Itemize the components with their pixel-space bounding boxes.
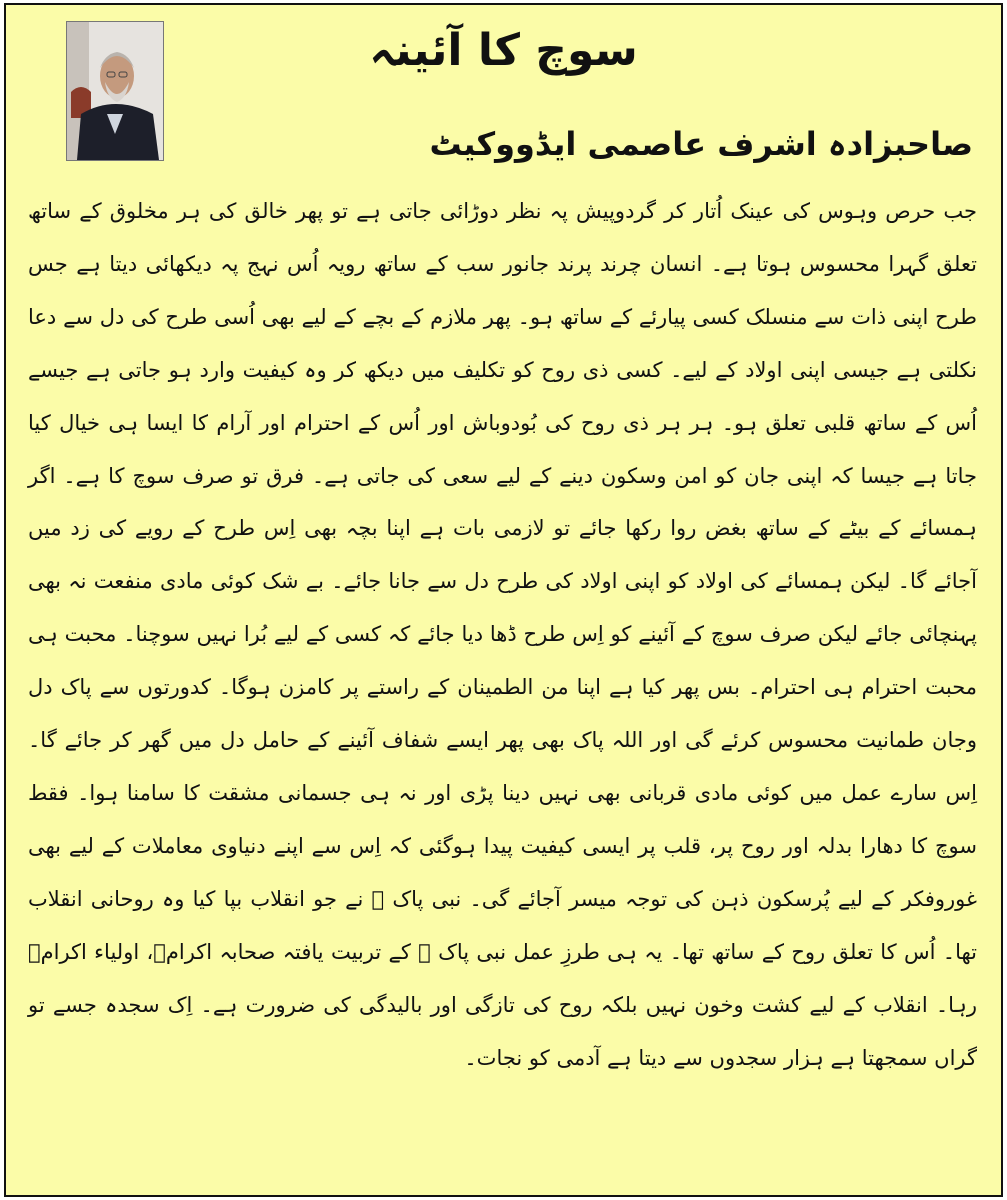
author-photo: [66, 21, 164, 161]
article-title: سوچ کا آئینہ: [369, 25, 638, 76]
author-byline: صاحبزادہ اشرف عاصمی ایڈووکیٹ: [429, 125, 973, 163]
article-body: جب حرص وہوس کی عینک اُتار کر گردوپیش پہ نظر دوڑائی جاتی ہے تو پھر خالق کی ہر مخلوق کے ساتھ تعلق گہرا محسوس ہوتا ہے۔ انسان چرند پرند جانور سب کے ساتھ رویہ اُس نہج پہ دیکھائی دیتا ہے جس طرح اپنی ذات سے منسلک کسی پیارئے کے ساتھ ہو۔ پھر ملازم کے بچے کے لیے بھی اُسی طرح کی دل سے دعا نکلتی ہے جیسی اپنی اولاد کے لیے۔ کسی ذی روح کو تکلیف میں دیکھ کر وہ کیفیت وارد ہو جاتی ہے جیسے اُس کے ساتھ قلبی تعلق ہو۔ ہر ہر ذی روح کی بُودوباش اور اُس کے احترام اور آرام کا ایسا ہی خیال کیا جاتا ہے جیسا کہ اپنی جان کو امن وسکون دینے کے لیے سعی کی جاتی ہے۔ فرق تو صرف سوچ کا ہے۔ اگر ہمسائے کے بیٹے کے ساتھ بغض روا رکھا جائے تو لازمی بات ہے اپنا بچہ بھی اِس طرح کے رویے کی زد میں آجائے گا۔ لیکن ہمسائے کی اولاد کو اپنی اولاد کی طرح دل سے جانا جائے۔ بے شک کوئی مادی منفعت نہ بھی پہنچائی جائے لیکن صرف سوچ کے آئینے کو اِس طرح ڈھا دیا جائے کہ کسی کے لیے بُرا نہیں سوچنا۔ محبت ہی محبت احترام ہی احترام۔ بس پھر کیا ہے اپنا من الطمینان کے راستے پر کامزن ہوگا۔ کدورتوں سے پاک دل وجان طمانیت محسوس کرئے گی اور اللہ پاک بھی پھر ایسے شفاف آئینے کے حامل دل میں گھر کر جائے گا۔ اِس سارے عمل میں کوئی مادی قربانی بھی نہیں دینا پڑی اور نہ ہی جسمانی مشقت کا سامنا ہوا۔ فقط سوچ کا دھارا بدلہ اور روح پر، قلب پر ایسی کیفیت پیدا ہوگئی کہ اِس سے اپنے دنیاوی معاملات کے لیے بھی غوروفکر کے لیے پُرسکون ذہن کی توجہ میسر آجائے گی۔ نبی پاک ﷺ نے جو انقلاب بپا کیا وہ روحانی انقلاب تھا۔ اُس کا تعلق روح کے ساتھ تھا۔ یہ ہی طرزِ عمل نبی پاک ﷺ کے تربیت یافتہ صحابہ اکرامؓ، اولیاء اکرامؒ رہا۔ انقلاب کے لیے کشت وخون نہیں بلکہ روح کی تازگی اور بالیدگی کی ضرورت ہے۔ اِک سجدہ جسے تو گراں سمجھتا ہے ہزار سجدوں سے دیتا ہے آدمی کو نجات۔: [28, 199, 977, 1070]
article-frame: [4, 3, 1003, 1197]
